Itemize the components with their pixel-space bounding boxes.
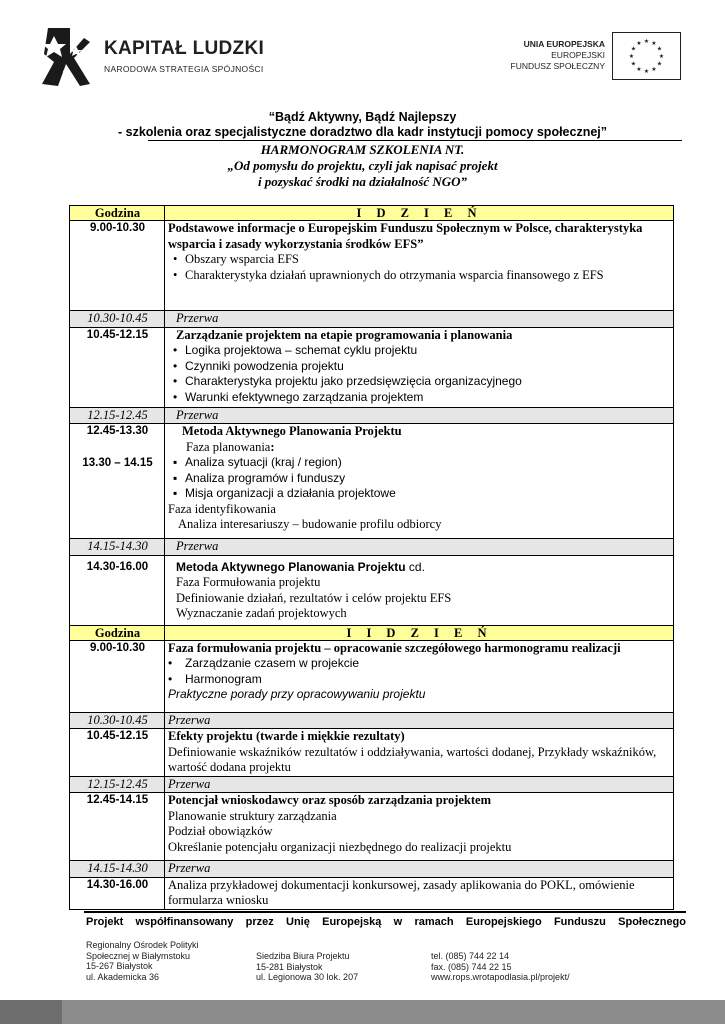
break-row (70, 407, 674, 424)
session-line: Definiowanie wskaźników rezultatów i oddziaływania, wartości dodanej, Przykłady wskaźników, wartość dodana projektu (168, 744, 657, 774)
footer-divider (84, 911, 686, 913)
session-bullet: ▪ Analiza sytuacji (kraj / region) (173, 455, 342, 469)
footer-line: ul. Legionowa 30 lok. 207 (256, 972, 359, 982)
footer-website-link[interactable]: www.rops.wrotapodlasia.pl/projekt/ (431, 972, 570, 982)
session-bullet: • Logika projektowa – schemat cyklu projektu (173, 343, 418, 357)
session-content (165, 877, 674, 909)
eu-line-3: FUNDUSZ SPOŁECZNY (510, 61, 605, 71)
session-bullet: ▪ Analiza programów i funduszy (173, 470, 346, 485)
session-content (165, 729, 674, 777)
session-line: Analiza przykładowej dokumentacji konkursowej, zasady aplikowania do POKL, omówienie formularza wniosku (168, 877, 635, 907)
session-title: Podstawowe informacje o Europejskim Funduszu Społecznym w Polsce, charakterystyka wsparcia i zasady wykorzystania środków EFS” (168, 221, 643, 251)
session-line: Definiowanie działań, rezultatów i celów projektu EFS (176, 590, 452, 605)
session-content (165, 424, 674, 539)
session-phase: Faza planowania: (186, 439, 275, 454)
eu-line-2: EUROPEJSKI (551, 50, 605, 60)
footer-line: ul. Akademicka 36 (86, 971, 160, 982)
session-row (70, 327, 674, 407)
session-row (70, 729, 674, 777)
cofinance-note: Projekt współfinansowany przez Unię Europejską w ramach Europejskiego Funduszu Społecznego (86, 916, 686, 928)
session-row (70, 793, 674, 861)
break-time: 10.30-10.45 (70, 712, 165, 729)
footer-organization (86, 940, 199, 982)
footer-fax: fax. (085) 744 22 15 (431, 961, 512, 972)
session-title: Zarządzanie projektem na etapie programowania i planowania (176, 327, 513, 342)
break-label: Przerwa (165, 539, 674, 556)
session-bullet: • Zarządzanie czasem w projekcie (168, 656, 360, 670)
session-content (165, 793, 674, 861)
session-time (70, 424, 165, 539)
bottom-bar-accent (0, 1000, 62, 1024)
footer-phone: tel. (085) 744 22 14 (431, 951, 510, 961)
session-bullet: • Charakterystyka działań uprawnionych do otrzymania wsparcia finansowego z EFS (173, 267, 604, 282)
break-row (70, 776, 674, 793)
session-content (165, 555, 674, 625)
page-bottom-bar (0, 1000, 725, 1024)
logo-title: KAPITAŁ LUDZKI (104, 38, 265, 59)
footer-contact (431, 951, 570, 983)
session-time: 9.00-10.30 (70, 640, 165, 712)
break-label: Przerwa (165, 407, 674, 424)
footer-line: 15-267 Białystok (86, 961, 153, 971)
session-time: 14.30-16.00 (70, 555, 165, 625)
session-line: Wyznaczanie zadań projektowych (176, 606, 347, 620)
session-bullet: ▪ Misja organizacji a działania projektowe (173, 486, 396, 500)
day-1-header-row (70, 206, 674, 221)
session-time: 10.45-12.15 (70, 729, 165, 777)
session-bullet: • Obszary wsparcia EFS (173, 252, 299, 266)
day-2-label: I I D Z I E Ń (165, 625, 674, 640)
kapital-ludzki-logo-icon (40, 24, 92, 90)
footer-line: Siedziba Biura Projektu (256, 951, 350, 961)
session-row (70, 424, 674, 539)
session-row (70, 640, 674, 712)
session-line: Podział obowiązków (168, 824, 273, 838)
footer-line: Regionalny Ośrodek Polityki (86, 940, 199, 950)
footer-office (256, 951, 358, 983)
session-time: 9.00-10.30 (70, 221, 165, 311)
break-row (70, 539, 674, 556)
session-title: Metoda Aktywnego Planowania Projektu cd. (176, 559, 425, 574)
session-title: Faza formułowania projektu – opracowanie szczegółowego harmonogramu realizacji (168, 640, 621, 655)
break-time: 12.15-12.45 (70, 776, 165, 793)
session-content (165, 640, 674, 712)
day-1-label: I D Z I E Ń (165, 206, 674, 221)
topic-line-2: i pozyskać środki na działalność NGO” (257, 174, 468, 189)
session-time-1: 12.45-13.30 (86, 425, 149, 437)
break-time: 14.15-14.30 (70, 861, 165, 878)
session-row (70, 221, 674, 311)
break-label: Przerwa (165, 861, 674, 878)
break-time: 10.30-10.45 (70, 311, 165, 328)
session-content (165, 221, 674, 311)
svg-text:★: ★ (636, 66, 642, 73)
session-title: Efekty projektu (twarde i miękkie rezultaty) (168, 729, 405, 743)
break-row (70, 861, 674, 878)
break-row (70, 311, 674, 328)
svg-text:★: ★ (630, 45, 637, 53)
eu-line-1: UNIA EUROPEJSKA (523, 39, 605, 49)
session-row (70, 877, 674, 909)
project-description: - szkolenia oraz specjalistyczne doradztwo dla kadr instytucji pomocy społecznej” (117, 125, 608, 139)
session-bullet: • Charakterystyka projektu jako przedsięwzięcia organizacyjnego (173, 374, 522, 388)
svg-text:★: ★ (643, 68, 650, 75)
session-line: Faza Formułowania projektu (176, 575, 321, 589)
svg-text:★: ★ (628, 53, 635, 60)
schedule-heading: HARMONOGRAM SZKOLENIA NT. (260, 142, 465, 157)
topic-line-1: „Od pomysłu do projektu, czyli jak napisać projekt (227, 158, 498, 173)
session-line: Planowanie struktury zarządzania (168, 808, 337, 823)
svg-text:★: ★ (630, 60, 637, 68)
session-time: 12.45-14.15 (70, 793, 165, 861)
session-line: Praktyczne porady przy opracowywaniu projektu (168, 687, 426, 701)
session-line: Analiza interesariuszy – budowanie profilu odbiorcy (178, 517, 442, 531)
day-2-header-row (70, 625, 674, 640)
session-bullet: • Warunki efektywnego zarządzania projektem (173, 389, 424, 404)
project-name: “Bądź Aktywny, Bądź Najlepszy (268, 110, 457, 124)
break-time: 12.15-12.45 (70, 407, 165, 424)
session-content (165, 327, 674, 407)
title-divider (148, 140, 682, 141)
svg-text:★: ★ (651, 40, 657, 47)
footer-line: 15-281 Białystok (256, 961, 323, 972)
eu-flag-icon (612, 32, 681, 80)
session-time-2: 13.30 – 14.15 (82, 456, 153, 469)
schedule-table (69, 205, 674, 910)
break-label: Przerwa (165, 712, 674, 729)
session-bullet: • Czynniki powodzenia projektu (173, 358, 344, 373)
session-title: Metoda Aktywnego Planowania Projektu (182, 424, 402, 438)
svg-text:★: ★ (656, 45, 663, 53)
session-row (70, 555, 674, 625)
svg-text:★: ★ (643, 38, 650, 45)
hour-column-header: Godzina (70, 625, 165, 640)
session-line: Określanie potencjału organizacji niezbędnego do realizacji projektu (168, 839, 512, 854)
eu-label (505, 39, 605, 72)
footer-line: Społecznej w Białymstoku (86, 950, 191, 961)
svg-text:★: ★ (651, 66, 657, 73)
session-line: Faza identyfikowania (168, 501, 276, 516)
logo-subtitle: NARODOWA STRATEGIA SPÓJNOŚCI (104, 64, 264, 74)
break-label: Przerwa (165, 311, 674, 328)
svg-text:★: ★ (636, 40, 642, 47)
session-time: 14.30-16.00 (70, 877, 165, 909)
hour-column-header: Godzina (70, 206, 165, 221)
session-time: 10.45-12.15 (70, 327, 165, 407)
break-time: 14.15-14.30 (70, 539, 165, 556)
svg-text:★: ★ (656, 60, 663, 68)
svg-text:★: ★ (658, 53, 665, 60)
break-label: Przerwa (165, 776, 674, 793)
break-row (70, 712, 674, 729)
session-title: Potencjał wnioskodawcy oraz sposób zarządzania projektem (168, 793, 492, 807)
session-bullet: • Harmonogram (168, 671, 262, 686)
